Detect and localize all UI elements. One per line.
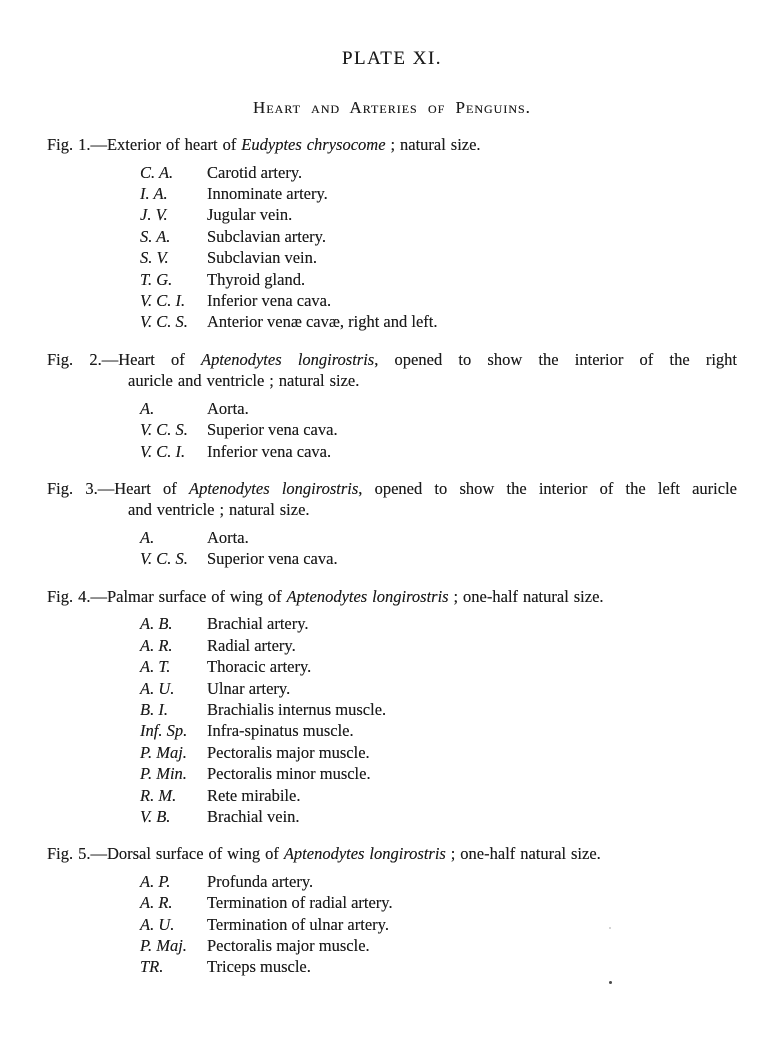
caption-line — [47, 478, 737, 500]
figure-1-caption — [47, 134, 737, 156]
abbr-label: V. C. I. — [140, 290, 186, 310]
abbr-label: A. U. — [140, 914, 175, 934]
legend-row — [140, 720, 737, 741]
abbr-description: Superior vena cava. — [207, 549, 338, 569]
abbr-description: Innominate artery. — [207, 183, 328, 203]
abbr-label: V. C. S. — [140, 312, 188, 332]
legend-row — [140, 935, 737, 956]
legend-row — [140, 699, 737, 720]
legend-row — [140, 419, 737, 440]
abbr-label: A. P. — [140, 871, 171, 891]
abbr-description: Inferior vena cava. — [207, 290, 332, 310]
abbr-description: Anterior venæ cavæ, right and left. — [207, 312, 438, 332]
abbr-description: Thoracic artery. — [207, 657, 312, 677]
legend-row — [140, 635, 737, 656]
abbr-label: A. U. — [140, 678, 175, 698]
abbr-label: T. G. — [140, 269, 173, 289]
abbr-label: A. — [140, 398, 155, 418]
abbr-description: Ulnar artery. — [207, 678, 291, 698]
caption-pre: and ventricle ; natural size. — [128, 500, 310, 520]
figure-3-legend — [140, 527, 737, 570]
caption-pre: Fig. 2.—Heart of — [47, 349, 201, 369]
caption-line — [47, 586, 737, 608]
caption-line — [128, 370, 737, 392]
caption-line — [47, 134, 737, 156]
abbr-label: A. — [140, 527, 155, 547]
legend-row — [140, 656, 737, 677]
abbr-description: Jugular vein. — [207, 205, 293, 225]
legend-row — [140, 742, 737, 763]
species-name: Eudyptes chrysocome — [241, 135, 386, 154]
caption-post: ; natural size. — [385, 135, 481, 154]
figure-5-section — [47, 843, 737, 978]
abbr-description: Thyroid gland. — [207, 269, 306, 289]
legend-row — [140, 785, 737, 806]
abbr-description: Aorta. — [207, 398, 249, 418]
figure-1-legend — [140, 162, 737, 333]
legend-row — [140, 548, 737, 569]
abbr-label: P. Min. — [140, 764, 187, 784]
abbr-label: I. A. — [140, 183, 168, 203]
figure-5-legend — [140, 871, 737, 978]
abbr-label: A. T. — [140, 657, 171, 677]
abbr-label: P. Maj. — [140, 742, 187, 762]
caption-post: ; one-half natural size. — [448, 586, 604, 606]
figure-4-legend — [140, 613, 737, 827]
legend-row — [140, 311, 737, 332]
legend-row — [140, 613, 737, 634]
caption-pre: Fig. 5.—Dorsal surface of wing of — [47, 844, 284, 864]
figure-5-caption — [47, 843, 737, 865]
abbr-label: A. R. — [140, 893, 173, 913]
caption-line — [47, 349, 737, 371]
abbr-label: J. V. — [140, 205, 168, 225]
abbr-description: Subclavian artery. — [207, 226, 326, 246]
abbr-description: Pectoralis minor muscle. — [207, 764, 371, 784]
figure-1-section — [47, 134, 737, 333]
figure-2-caption — [47, 349, 737, 392]
legend-row — [140, 269, 737, 290]
abbr-label: Inf. Sp. — [140, 721, 188, 741]
abbr-description: Carotid artery. — [207, 162, 303, 182]
legend-row — [140, 247, 737, 268]
species-name: Aptenodytes longirostris — [189, 478, 359, 498]
figure-3-section — [47, 478, 737, 570]
abbr-description: Profunda artery. — [207, 871, 314, 891]
legend-row — [140, 763, 737, 784]
abbr-label: V. C. S. — [140, 549, 188, 569]
legend-row — [140, 914, 737, 935]
legend-row — [140, 226, 737, 247]
legend-row — [140, 527, 737, 548]
abbr-label: C. A. — [140, 162, 174, 182]
caption-post: , opened to show the interior of the right — [374, 349, 738, 369]
abbr-label: P. Maj. — [140, 936, 187, 956]
abbr-label: A. R. — [140, 635, 173, 655]
caption-line — [128, 499, 737, 521]
legend-row — [140, 441, 737, 462]
abbr-description: Inferior vena cava. — [207, 441, 332, 461]
legend-row — [140, 162, 737, 183]
abbr-description: Superior vena cava. — [207, 420, 338, 440]
caption-pre: Fig. 4.—Palmar surface of wing of — [47, 586, 287, 606]
abbr-label: V. C. S. — [140, 420, 188, 440]
abbr-label: V. B. — [140, 806, 171, 826]
abbr-label: S. A. — [140, 226, 171, 246]
abbr-description: Rete mirabile. — [207, 785, 301, 805]
abbr-label: V. C. I. — [140, 441, 186, 461]
figure-2-legend — [140, 398, 737, 462]
abbr-description: Brachial artery. — [207, 614, 309, 634]
caption-pre: Fig. 3.—Heart of — [47, 478, 189, 498]
abbr-description: Infra-spinatus muscle. — [207, 721, 354, 741]
caption-pre: Fig. 1.—Exterior of heart of — [47, 135, 242, 154]
legend-row — [140, 892, 737, 913]
abbr-label: R. M. — [140, 785, 177, 805]
scan-speck — [609, 927, 611, 929]
legend-row — [140, 956, 737, 977]
abbr-label: A. B. — [140, 614, 173, 634]
figure-4-caption — [47, 586, 737, 608]
figure-3-caption — [47, 478, 737, 521]
legend-row — [140, 183, 737, 204]
legend-row — [140, 290, 737, 311]
abbr-label: TR. — [140, 957, 164, 977]
abbr-description: Pectoralis major muscle. — [207, 742, 370, 762]
abbr-description: Aorta. — [207, 527, 249, 547]
species-name: Aptenodytes longirostris — [283, 844, 446, 864]
abbr-description: Triceps muscle. — [207, 957, 311, 977]
caption-line — [47, 843, 737, 865]
species-name: Aptenodytes longirostris — [286, 586, 449, 606]
abbr-description: Radial artery. — [207, 635, 296, 655]
abbr-description: Termination of ulnar artery. — [207, 914, 389, 934]
abbr-description: Pectoralis major muscle. — [207, 936, 370, 956]
abbr-description: Brachial vein. — [207, 806, 300, 826]
abbr-description: Brachialis internus muscle. — [207, 699, 387, 719]
legend-row — [140, 398, 737, 419]
legend-row — [140, 678, 737, 699]
abbr-description: Termination of radial artery. — [207, 893, 393, 913]
figure-2-section — [47, 349, 737, 462]
plate-title: PLATE XI. — [341, 48, 443, 69]
scan-speck — [609, 981, 612, 984]
caption-pre: auricle and ventricle ; natural size. — [128, 371, 360, 391]
legend-row — [140, 806, 737, 827]
abbr-label: B. I. — [140, 699, 168, 719]
caption-post: , opened to show the interior of the left auricle — [358, 478, 737, 498]
abbr-description: Subclavian vein. — [207, 248, 317, 268]
species-name: Aptenodytes longirostris — [200, 349, 375, 369]
caption-post: ; one-half natural size. — [445, 844, 601, 864]
figure-4-section — [47, 586, 737, 828]
legend-row — [140, 204, 737, 225]
plate-subtitle: Heart and Arteries of Penguins. — [253, 98, 531, 117]
legend-row — [140, 871, 737, 892]
abbr-label: S. V. — [140, 248, 169, 268]
